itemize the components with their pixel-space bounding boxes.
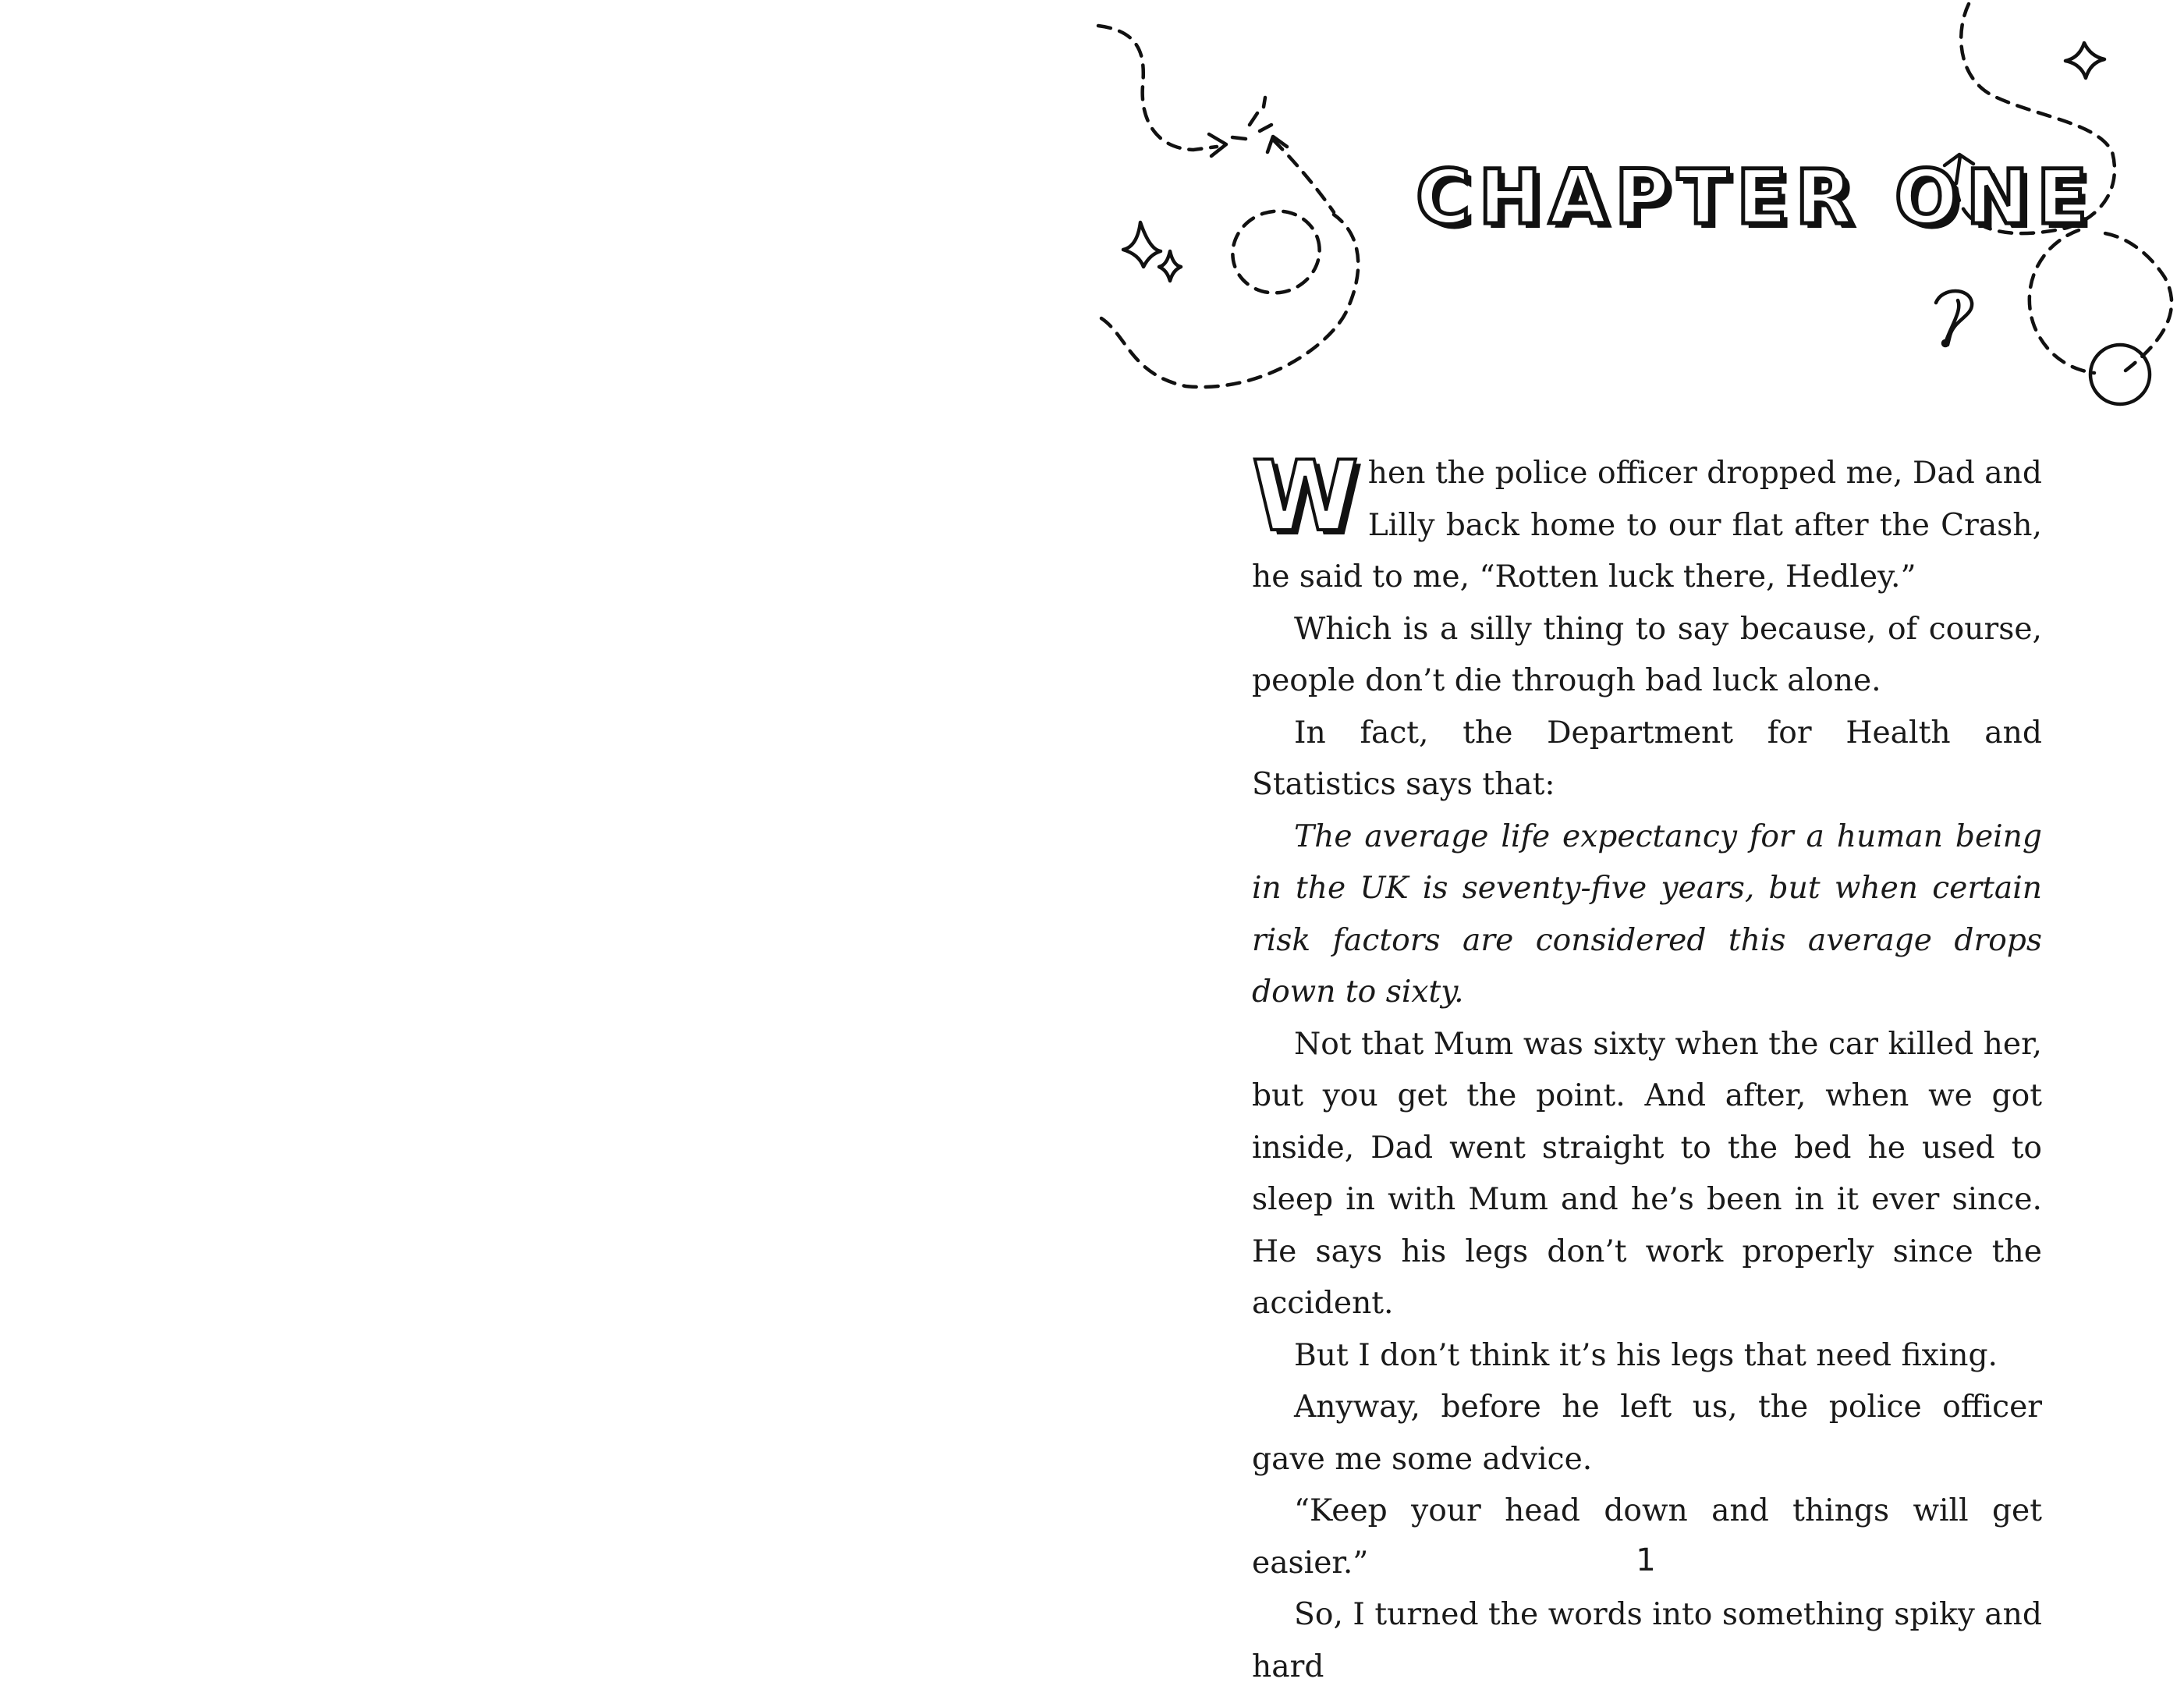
paragraph-9: So, I turned the words into something spiky and hard: [1252, 1597, 2042, 1684]
paragraph-4-quote: The average life expectancy for a human being in the UK is seventy-five years, but when certain risk factors are considered this average drops down to sixty.: [1252, 818, 2042, 1010]
drop-cap: W: [1252, 441, 1359, 553]
left-page-blank: [0, 0, 1092, 1664]
paragraph-7: Anyway, before he left us, the police officer gave me some advice.: [1252, 1390, 2042, 1477]
paragraph-5: Not that Mum was sixty when the car killed her, but you get the point. And after, when we got inside, Dad went straight to the bed he used to sleep in with Mum and he’s been in it ever since. He says his legs don’t work properly since the accident.: [1252, 1026, 2042, 1321]
paragraph-2: Which is a silly thing to say because, of course, people don’t die through bad luck alone.: [1252, 611, 2042, 698]
paragraph-text: hen the police officer dropped me, Dad and Lilly back home to our flat after the Crash, he said to me, “Rotten luck there, Hedley.”: [1252, 456, 2042, 595]
chapter-body-text: [1252, 441, 2042, 1693]
paragraph-3: In fact, the Department for Health and Statistics says that:: [1252, 715, 2042, 802]
chapter-title: CHAPTER ONE: [1416, 154, 2096, 241]
paragraph-1: [1252, 441, 2042, 604]
paragraph-8: “Keep your head down and things will get easier.”: [1252, 1493, 2042, 1581]
paragraph-6: But I don’t think it’s his legs that need fixing.: [1294, 1337, 1998, 1373]
page-number: 1: [1636, 1542, 1656, 1578]
